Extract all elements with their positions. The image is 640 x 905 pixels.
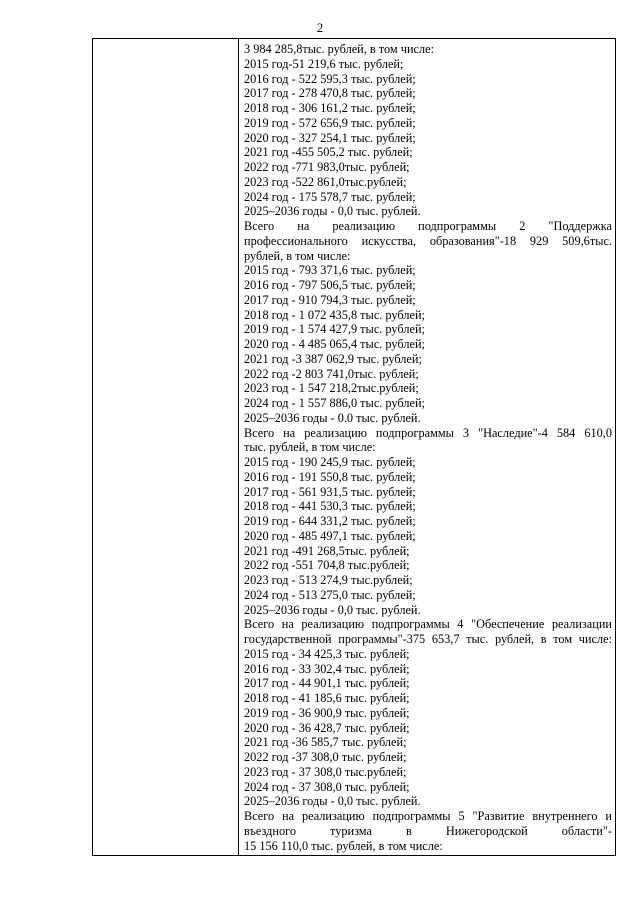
- text-line: 2016 год - 522 595,3 тыс. рублей;: [244, 71, 416, 86]
- text-line: профессионального искусства, образования"-18 929 509,6тыс.: [244, 233, 612, 248]
- page-number: 2: [316, 20, 324, 35]
- text-line: Всего на реализацию подпрограммы 4 "Обеспечение реализации: [244, 617, 612, 632]
- text-line: 2025–2036 годы - 0,0 тыс. рублей.: [244, 794, 421, 809]
- column-divider: [238, 39, 239, 855]
- text-line: 2020 год - 485 497,1 тыс. рублей;: [244, 528, 416, 543]
- text-line: 2021 год -455 505,2 тыс. рублей;: [244, 145, 413, 160]
- text-line: 2017 год - 44 901,1 тыс. рублей;: [244, 676, 410, 691]
- text-line: 2022 год -551 704,8 тыс.рублей;: [244, 558, 410, 573]
- text-line: 2023 год - 1 547 218,2тыс.рублей;: [244, 381, 419, 396]
- text-line: государственной программы"-375 653,7 тыс. рублей, в том числе:: [244, 632, 612, 646]
- text-line: Всего на реализацию подпрограммы 2 "Поддержка: [244, 219, 612, 233]
- text-line: 2024 год - 37 308,0 тыс. рублей;: [244, 779, 410, 794]
- text-line: 2022 год -2 803 741,0тыс. рублей;: [244, 366, 419, 381]
- text-line: 2023 год -522 861,0тыс.рублей;: [244, 174, 407, 189]
- text-line: 2024 год - 513 275,0 тыс. рублей;: [244, 587, 416, 602]
- text-line: 2022 год -37 308,0 тыс. рублей;: [244, 750, 407, 764]
- text-line: 2019 год - 36 900,9 тыс. рублей;: [244, 705, 410, 720]
- text-line: 2025–2036 годы - 0,0 тыс. рублей.: [244, 204, 421, 219]
- text-line: 2021 год -3 387 062,9 тыс. рублей;: [244, 351, 422, 366]
- text-line: 15 156 110,0 тыс. рублей, в том числе:: [244, 838, 443, 853]
- text-line: 2020 год - 36 428,7 тыс. рублей;: [244, 720, 410, 735]
- text-line: 2020 год - 4 485 065,4 тыс. рублей;: [244, 337, 425, 351]
- text-line: 2016 год - 33 302,4 тыс. рублей;: [244, 661, 410, 676]
- text-line: 2021 год -491 268,5тыс. рублей;: [244, 543, 410, 558]
- text-line: 2018 год - 441 530,3 тыс. рублей;: [244, 499, 416, 514]
- text-line: 2019 год - 572 656,9 тыс. рублей;: [244, 115, 416, 130]
- text-line: 2016 год - 797 506,5 тыс. рублей;: [244, 278, 416, 292]
- text-line: 2016 год - 191 550,8 тыс. рублей;: [244, 469, 416, 484]
- text-line: 2022 год -771 983,0тыс. рублей;: [244, 160, 410, 174]
- text-line: рублей, в том числе:: [244, 248, 351, 263]
- text-line: 2020 год - 327 254,1 тыс. рублей;: [244, 130, 416, 145]
- text-line: 2015 год - 190 245,9 тыс. рублей;: [244, 455, 416, 469]
- text-line: 3 984 285,8тыс. рублей, в том числе:: [244, 42, 434, 56]
- text-line: Всего на реализацию подпрограммы 3 "Наследие"-4 584 610,0: [244, 425, 612, 440]
- text-line: 2015 год - 793 371,6 тыс. рублей;: [244, 263, 416, 278]
- financing-table: [92, 38, 616, 856]
- text-line: 2023 год - 513 274,9 тыс.рублей;: [244, 573, 413, 587]
- text-line: 2019 год - 644 331,2 тыс. рублей;: [244, 514, 416, 528]
- text-line: 2019 год - 1 574 427,9 тыс. рублей;: [244, 322, 425, 337]
- text-line: 2024 год - 175 578,7 тыс. рублей;: [244, 189, 416, 204]
- text-line: 2017 год - 561 931,5 тыс. рублей;: [244, 484, 416, 499]
- text-line: Всего на реализацию подпрограммы 5 "Развитие внутреннего и: [244, 809, 612, 823]
- text-line: 2017 год - 278 470,8 тыс. рублей;: [244, 86, 416, 101]
- text-line: 2023 год - 37 308,0 тыс.рублей;: [244, 764, 407, 779]
- text-line: 2017 год - 910 794,3 тыс. рублей;: [244, 292, 416, 307]
- text-line: 2025–2036 годы - 0,0 тыс. рублей.: [244, 602, 421, 617]
- text-line: 2018 год - 1 072 435,8 тыс. рублей;: [244, 307, 425, 322]
- text-line: 2015 год - 34 425,3 тыс. рублей;: [244, 646, 410, 661]
- text-line: 2024 год - 1 557 886,0 тыс. рублей;: [244, 396, 425, 410]
- text-line: 2025–2036 годы - 0.0 тыс. рублей.: [244, 410, 421, 425]
- text-line: 2015 год-51 219,6 тыс. рублей;: [244, 56, 404, 71]
- financing-text-cell: [244, 42, 612, 853]
- text-line: въездного туризма в Нижегородской области"-: [244, 823, 612, 838]
- text-line: тыс. рублей, в том числе:: [244, 440, 376, 455]
- text-line: 2018 год - 306 161,2 тыс. рублей;: [244, 101, 416, 115]
- text-line: 2018 год - 41 185,6 тыс. рублей;: [244, 691, 410, 705]
- text-line: 2021 год -36 585,7 тыс. рублей;: [244, 735, 407, 750]
